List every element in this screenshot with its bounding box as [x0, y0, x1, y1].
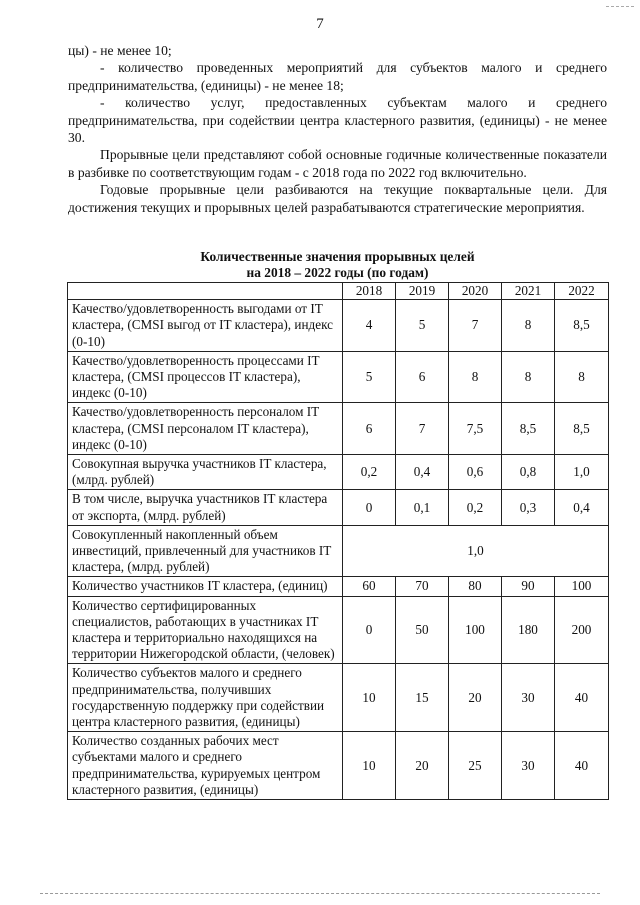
value-cell: 8: [555, 351, 609, 403]
indicator-cell: Качество/удовлетворенность процессами IT кластера, (CMSI процессов IT кластера), индекс (0-10): [68, 351, 343, 403]
indicator-cell: Совокупленный накопленный объем инвестиций, привлеченный для участников IT кластера, (млрд. рублей): [68, 525, 343, 577]
indicator-cell: Количество субъектов малого и среднего предпринимательства, получивших государственную поддержку при содействии центра кластерного развития, (единицы): [68, 664, 343, 732]
value-cell: 8,5: [555, 300, 609, 352]
indicator-cell: Совокупная выручка участников IT кластера, (млрд. рублей): [68, 455, 343, 490]
header-year: 2018: [343, 283, 396, 300]
table-row: [68, 577, 609, 596]
value-cell: 20: [449, 664, 502, 732]
value-cell: 5: [396, 300, 449, 352]
scan-bottom-marks: [40, 893, 600, 896]
value-cell: 0,8: [502, 455, 555, 490]
value-cell: 8: [502, 300, 555, 352]
paragraph-services-count: - количество услуг, предоставленных субъектам малого и среднего предпринимательства, при содействии центра кластерного развития, (единицы) - не менее 30.: [68, 95, 607, 146]
paragraph-annual-goals: Годовые прорывные цели разбиваются на текущие поквартальные цели. Для достижения текущих и прорывных целей разрабатываются стратегические мероприятия.: [68, 182, 607, 215]
value-cell: 10: [343, 664, 396, 732]
indicator-cell: Количество участников IT кластера, (единиц): [68, 577, 343, 596]
header-indicator: [68, 283, 343, 300]
table-row: [68, 300, 609, 352]
value-cell: 60: [343, 577, 396, 596]
table-row: [68, 403, 609, 455]
table-title-line-2: на 2018 – 2022 годы (по годам): [246, 265, 429, 280]
header-year: 2021: [502, 283, 555, 300]
value-cell: 100: [449, 596, 502, 664]
value-cell: 90: [502, 577, 555, 596]
indicator-cell: Качество/удовлетворенность выгодами от IT кластера, (CMSI выгод от IT кластера), индекс (0-10): [68, 300, 343, 352]
value-cell: 30: [502, 732, 555, 800]
value-cell: 50: [396, 596, 449, 664]
header-year: 2019: [396, 283, 449, 300]
indicator-cell: В том числе, выручка участников IT кластера от экспорта, (млрд. рублей): [68, 490, 343, 525]
table-header-row: [68, 283, 609, 300]
value-cell: 7: [449, 300, 502, 352]
value-cell: 0,2: [449, 490, 502, 525]
value-cell: 20: [396, 732, 449, 800]
value-cell: 80: [449, 577, 502, 596]
value-cell: 200: [555, 596, 609, 664]
scan-corner-mark: [606, 6, 634, 8]
value-cell: 10: [343, 732, 396, 800]
value-cell: 4: [343, 300, 396, 352]
value-cell: 25: [449, 732, 502, 800]
indicator-cell: Качество/удовлетворенность персоналом IT кластера, (CMSI персоналом IT кластера), индекс (0-10): [68, 403, 343, 455]
value-cell: 8: [449, 351, 502, 403]
value-cell: 7,5: [449, 403, 502, 455]
value-cell: 7: [396, 403, 449, 455]
table-row: [68, 525, 609, 577]
value-cell: 8,5: [502, 403, 555, 455]
value-cell: 0: [343, 490, 396, 525]
value-cell: 8: [502, 351, 555, 403]
header-year: 2022: [555, 283, 609, 300]
indicator-cell: Количество созданных рабочих мест субъектами малого и среднего предпринимательства, курируемых центром кластерного развития, (единицы): [68, 732, 343, 800]
table-title-line-1: Количественные значения прорывных целей: [200, 249, 475, 264]
paragraph-breakthrough-goals: Прорывные цели представляют собой основные годичные количественные показатели в разбивке по соответствующим годам - с 2018 года по 2022 год включительно.: [68, 147, 607, 180]
value-cell: 40: [555, 664, 609, 732]
table-row: [68, 351, 609, 403]
value-cell: 5: [343, 351, 396, 403]
value-cell: 0,2: [343, 455, 396, 490]
body-text: [68, 42, 607, 216]
paragraph-events-count: - количество проведенных мероприятий для субъектов малого и среднего предпринимательства, (единицы) - не менее 18;: [68, 60, 607, 93]
table-row: [68, 455, 609, 490]
value-cell: 70: [396, 577, 449, 596]
table-title: [68, 249, 607, 281]
value-cell: 0: [343, 596, 396, 664]
header-year: 2020: [449, 283, 502, 300]
merged-value-cell: 1,0: [343, 525, 609, 577]
value-cell: 40: [555, 732, 609, 800]
value-cell: 15: [396, 664, 449, 732]
table-row: [68, 732, 609, 800]
indicator-cell: Количество сертифицированных специалистов, работающих в участниках IT кластера и территориально находящихся на территории Нижегородской области, (человек): [68, 596, 343, 664]
value-cell: 100: [555, 577, 609, 596]
value-cell: 6: [343, 403, 396, 455]
value-cell: 0,4: [555, 490, 609, 525]
value-cell: 180: [502, 596, 555, 664]
value-cell: 1,0: [555, 455, 609, 490]
page-number: 7: [316, 16, 324, 32]
value-cell: 6: [396, 351, 449, 403]
table-row: [68, 490, 609, 525]
value-cell: 0,1: [396, 490, 449, 525]
value-cell: 0,6: [449, 455, 502, 490]
breakthrough-goals-table: [67, 282, 609, 800]
value-cell: 0,3: [502, 490, 555, 525]
value-cell: 8,5: [555, 403, 609, 455]
value-cell: 0,4: [396, 455, 449, 490]
table-row: [68, 664, 609, 732]
value-cell: 30: [502, 664, 555, 732]
table-row: [68, 596, 609, 664]
paragraph-continuation: цы) - не менее 10;: [68, 43, 172, 58]
